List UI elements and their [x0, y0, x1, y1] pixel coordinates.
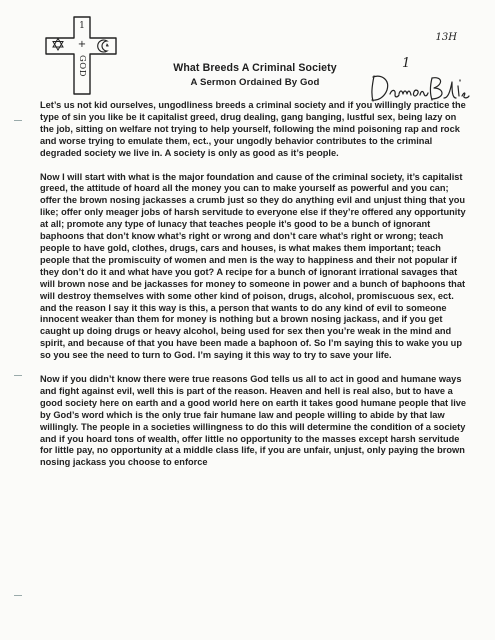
paragraph: Now if you didn’t know there were true reasons God tells us all to act in good and humane ways and fight against evil, well this is part of the reason. Heaven and hell is real also, but to have a good society here on earth and a good world here on earth it takes good humane people that live by God’s word which is the only true fair humane law and people willing to abide by that law willingly. The people in a societies willingness to do this will determine the condition of a society and if you hoard tons of wealth, offer little no opportunity to the masses except harsh servitude for little pay, no opportunity at a middle class life, if you are unfair, unjust, only paying the brown nosing jackass you choose to enforce	[40, 374, 467, 468]
margin-mark	[14, 375, 22, 376]
cross-word: GOD	[77, 54, 87, 78]
paragraph: Now I will start with what is the major foundation and cause of the criminal society, it’s capitalist greed, the attitude of hoard all the money you can to make yourself as powerful and you can; offer the brown nosing jackasses a crumb just so they do anything evil and unjust thing that you like; offer only meager jobs of harsh servitude to everyone else if they’re offered any opportunity at all; promote any type of lunacy that teaches people it’s good to be a bunch of ignorant baphoons that don’t know what’s right or wrong and don’t care what’s right or wrong; teach people to have gold, clothes, drugs, cars and houses, is what makes them important; teach people that the promiscuity of women and men is the way to happiness and their not popular if they don’t do it and what have you got? A recipe for a bunch of ignorant irrational savages that will brown nose and be jackasses for money to someone in power and a bunch of baphoons that will destroy themselves with some other kind of poison, drugs, alcohol, promiscuous sex, ect. and the reason I say it this way is this, a person that wants to do any kind of evil to someone innocent weaker than them for money is nothing but a brown nosing jackass, and if you get caught up doing drugs or heavy alcohol, being used for sex then you’re weak in the mind and spirit, and because of that you have been made a baphoon of. So I’m saying this to wake you up so you see the need to turn to God. I’m saying it this way to try to save your life.	[40, 171, 466, 361]
document-subtitle: A Sermon Ordained By God	[190, 77, 320, 88]
margin-mark	[14, 595, 22, 596]
page-number: 13H	[435, 32, 457, 43]
cross-number: 1	[79, 21, 85, 31]
star-of-david-icon	[53, 39, 63, 51]
document-title: What Breeds A Criminal Society	[173, 62, 337, 74]
margin-mark	[14, 120, 22, 121]
cross-plus: +	[77, 39, 87, 50]
handwritten-number: 1	[402, 56, 411, 71]
star-and-crescent-icon	[98, 40, 109, 52]
paragraph: Let’s us not kid ourselves, ungodliness breeds a criminal society and if you willingly practice the type of sin you like be it capitalist greed, drug dealing, gang banging, lustful sex, being lazy on the job, sitting on welfare not trying to help yourself, following the mind poisoning rap and rock and worse trying to emulate them, ect., your ungodly behavior contributes to the criminal degraded society we live in. A society is only as good as it’s people.	[40, 100, 466, 158]
sermon-body	[40, 100, 468, 481]
